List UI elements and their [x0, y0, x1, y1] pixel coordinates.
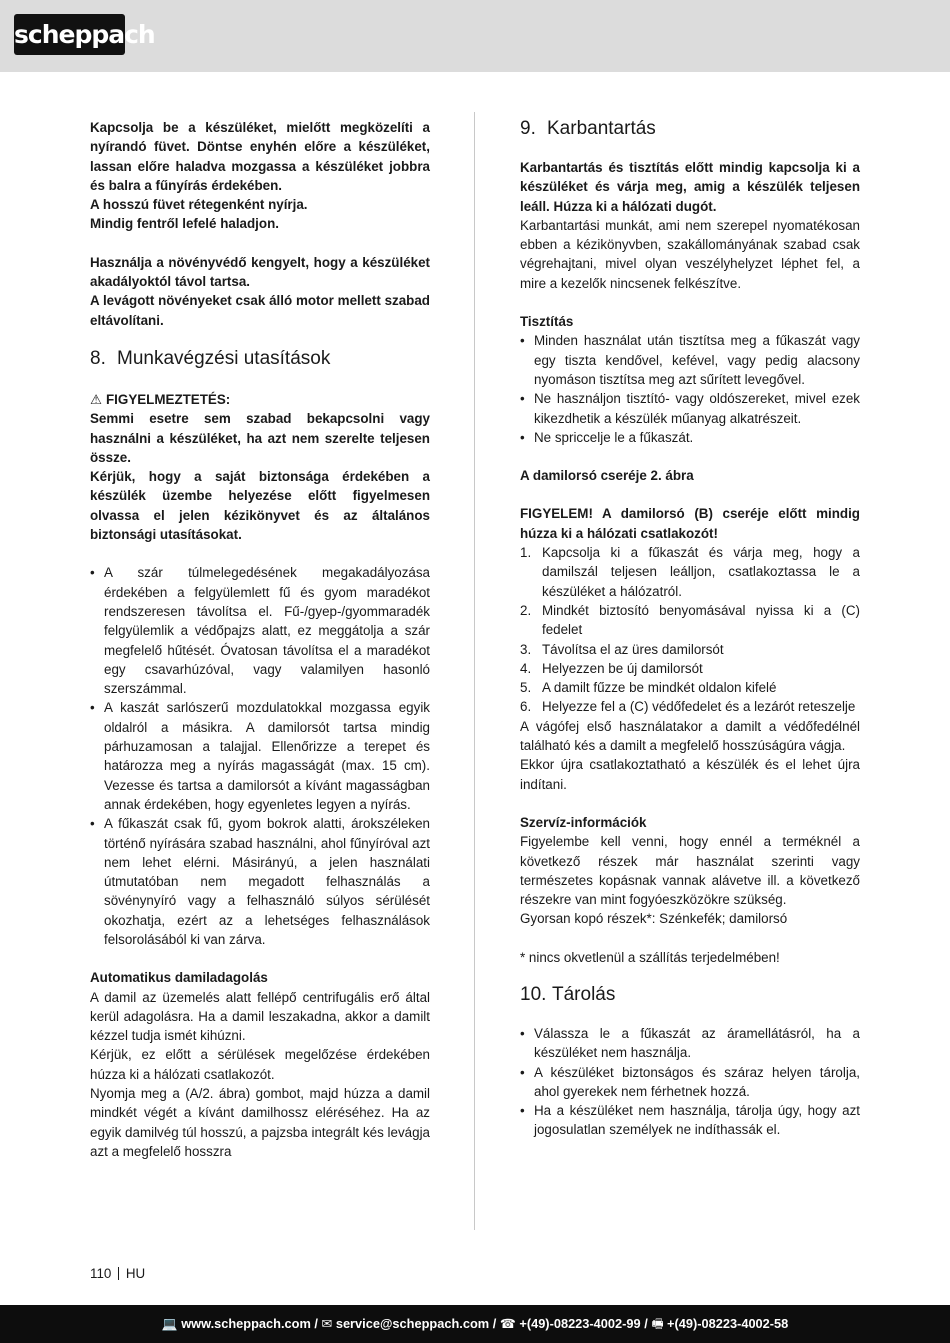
list-item: • A készüléket biztonságos és száraz helyen tárolja, ahol gyerekek nem férhetnek hozzá. — [520, 1063, 860, 1102]
warning-icon: ⚠ — [90, 391, 103, 407]
spool-heading: A damilorsó cseréje 2. ábra — [520, 468, 694, 484]
intro-line: Mindig fentről lefelé haladjon. — [90, 216, 279, 232]
warning-text: Semmi esetre sem szabad bekapcsolni vagy használni a készüléket, ha azt nem szerelte teljesen össze. — [90, 411, 430, 465]
cleaning-list — [520, 331, 860, 447]
service-heading: Szervíz-információk — [520, 814, 647, 830]
warning-heading: ⚠ FIGYELMEZTETÉS: — [90, 390, 430, 409]
list-item: 5. A damilt fűzze be mindkét oldalon kifelé — [520, 680, 777, 696]
list-item: • Minden használat után tisztítsa meg a fűkaszát vagy egy tiszta kendővel, kefével, vagy pedig alacsony nyomáson tisztítsa meg azt sűrített levegővel. — [520, 331, 860, 389]
service-paragraph: Gyorsan kopó részek*: Szénkefék; damilorsó — [520, 911, 788, 927]
intro-paragraph: Használja a növényvédő kengyelt, hogy a készüléket akadályoktól távol tartsa. — [90, 254, 430, 290]
phone-number: +(49)-08223-4002-99 — [519, 1316, 641, 1331]
auto-feed-paragraph: Kérjük, ez előtt a sérülések megelőzése érdekében húzza ki a hálózati csatlakozót. — [90, 1047, 430, 1082]
section-8-heading: 8. Munkavégzési utasítások — [90, 347, 331, 369]
section-9-heading: 9. Karbantartás — [520, 118, 656, 139]
header-bar — [0, 0, 950, 72]
mail-icon: ✉ — [321, 1316, 333, 1331]
maintenance-warning: Karbantartás és tisztítás előtt mindig kapcsolja ki a készüléket és várja meg, amig a készülék teljesen leáll. Húzza ki a hálózati dugót. — [520, 160, 860, 214]
list-item: 4. Helyezzen be új damilorsót — [520, 660, 703, 676]
maintenance-text: Karbantartási munkát, ami nem szerepel nyomatékosan ebben a kézikönyvben, szakállományának szabad csak végrehajtani, mivel olyan veszélyhelyzet léphet fel, a mire a kezelők nincsenek felkészítve. — [520, 217, 860, 291]
computer-icon: 💻 — [161, 1316, 178, 1331]
fax-icon: 🖷 — [651, 1316, 664, 1331]
list-item: 6. Helyezze fel a (C) védőfedelet és a lezárót reteszelje — [520, 699, 856, 715]
intro-paragraph: A levágott növényeket csak álló motor mellett szabad eltávolítani. — [90, 293, 430, 328]
list-item: • A kaszát sarlószerű mozdulatokkal mozgassa egyik oldalról a másikra. A damilorsót tartsa mindig párhuzamosan a talajjal. Ellenőrizze a terepet és határozza meg a nyírás magasságát (max. 15 cm). Vezesse és tartsa a damilorsót a kívánt magasságban annak érdekében, hogy egyenletes legyen a nyírás. — [90, 698, 430, 814]
intro-paragraph: Kapcsolja be a készüléket, mielőtt megközelíti a nyírandó füvet. Döntse enyhén előre a készüléket, lassan előre haladva mozgassa a készüléket jobbra és balra a fűnyírás érdekében. — [90, 120, 430, 193]
list-item: 3. Távolítsa el az üres damilorsót — [520, 641, 724, 657]
list-item: 2. Mindkét biztosító benyomásával nyissa ki a (C) fedelet — [520, 602, 860, 638]
right-column — [520, 118, 860, 1140]
storage-list — [520, 1024, 860, 1140]
spool-warning: FIGYELEM! A damilorsó (B) cseréje előtt mindig húzza ki a hálózati csatlakozót! — [520, 506, 860, 541]
left-column — [90, 118, 430, 1161]
fax-number: +(49)-08223-4002-58 — [666, 1316, 789, 1331]
intro-line: A hosszú füvet rétegenként nyírja. — [90, 197, 308, 213]
contact-footer: 💻 www.scheppach.com / ✉ service@scheppach.com / ☎ +(49)-08223-4002-99 / 🖷 +(49)-08223-4002-58 — [0, 1305, 950, 1343]
list-item: • A szár túlmelegedésének megakadályozása érdekében a felgyülemlett fű és gyom maradékot rendszeresen távolítsa el. Fű-/gyep-/gyommaradék felgyülemlik a védőpajzs alatt, ez meggátolja a szár megfelelő hűtését. Óvatosan távolítsa el a maradékot egy csavarhúzóval, vagy valamilyen hasonló szerszámmal. — [90, 563, 430, 698]
cleaning-heading: Tisztítás — [520, 314, 574, 330]
page-number: 110 HU — [90, 1266, 146, 1281]
list-item: 1. Kapcsolja ki a fűkaszát és várja meg, hogy a damilszál teljesen leálljon, csatlakoztassa le a készüléket a hálózatról. — [520, 545, 860, 599]
list-item: • Válassza le a fűkaszát az áramellátásról, ha a készüléket nem használja. — [520, 1024, 860, 1063]
service-paragraph: Figyelembe kell venni, hogy ennél a terméknél a következő részek már használat szerinti vagy természetes kopásnak vannak alávetve ill. a következő részekre van mint fogyóeszközökre szükség. — [520, 834, 860, 908]
service-note: * nincs okvetlenül a szállítás terjedelmében! — [520, 949, 780, 965]
auto-feed-paragraph: Nyomja meg a (A/2. ábra) gombot, majd húzza a damil mindkét végét a kívánt damilhossz eléréséhez. Ha az egyik damilvég túl hosszú, a pajzsba integrált kés levágja azt a megfelelő hosszra — [90, 1086, 430, 1159]
list-item: • A fűkaszát csak fű, gyom bokrok alatti, árokszéleken történő nyírására szabad használni, ahol fűnyíróval azt nem lehet elérni. Másirányú, a jelen használati útmutatóban nem megadott felhasználás a sövénynyíró vagy a felhasználó súlyos sérülését okozhatja, ezért az a lehetséges felhasználások felsorolásából ki van zárva. — [90, 814, 430, 949]
work-instructions-list — [90, 563, 430, 949]
auto-feed-paragraph: A damil az üzemelés alatt fellépő centrifugális erő által kerül adagolásra. Ha a damil leszakadna, akkor a damilt kézzel tudja ismét kihúzni. — [90, 989, 430, 1044]
list-item: • Ne használjon tisztító- vagy oldószereket, mivel ezek kikezdhetik a készülék műanyag alkatrészeit. — [520, 389, 860, 428]
website-link[interactable]: www.scheppach.com — [181, 1316, 311, 1331]
scheppach-logo: scheppach — [14, 14, 125, 55]
phone-icon: ☎ — [499, 1316, 516, 1331]
list-item: • Ha a készüléket nem használja, tárolja úgy, hogy azt jogosulatlan személyek ne indíthassák el. — [520, 1101, 860, 1140]
list-item: • Ne spriccelje le a fűkaszát. — [520, 428, 860, 447]
spool-paragraph: A vágófej első használatakor a damilt a védőfedélnél található kés a damilt a megfelelő hosszúságúra vágja. — [520, 718, 860, 754]
warning-text: Kérjük, hogy a saját biztonsága érdekében a készülék üzembe helyezése előtt figyelmesen olvassa el jelen kézikönyvet és az általános biztonsági utasításokat. — [90, 469, 430, 543]
auto-feed-heading: Automatikus damiladagolás — [90, 970, 268, 986]
spool-paragraph: Ekkor újra csatlakoztatható a készülék és el lehet újra indítani. — [520, 757, 860, 792]
section-10-heading: 10. Tárolás — [520, 983, 616, 1005]
spool-steps-list — [520, 543, 860, 717]
email-link[interactable]: service@scheppach.com — [335, 1316, 490, 1331]
column-divider — [474, 112, 475, 1230]
